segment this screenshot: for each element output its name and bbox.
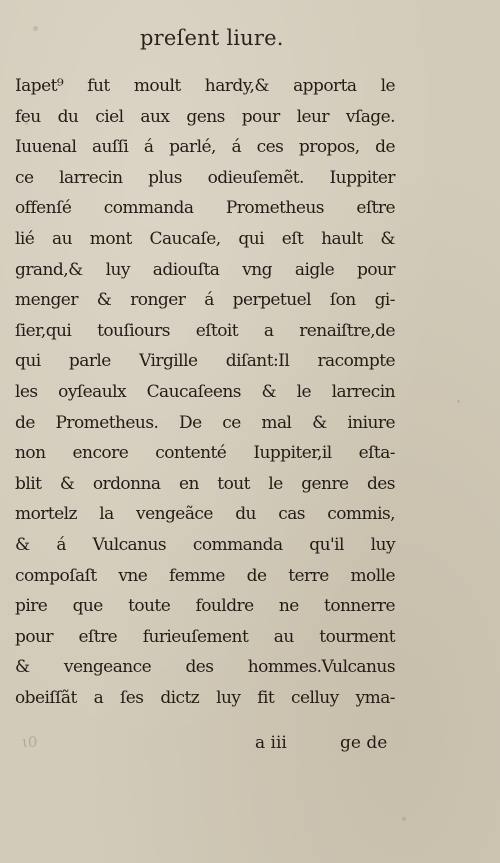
- text-line: Iuuenal auſſi á parlé, á ces propos, de: [15, 137, 395, 158]
- body-text: [15, 71, 395, 713]
- faded-mark: ι0: [22, 733, 38, 751]
- running-head: preſent liure.: [140, 26, 284, 50]
- paper-spot: [402, 817, 406, 821]
- paper-spot: [33, 26, 38, 31]
- text-line: ſier,qui touſiours eſtoit a renaiſtre,de: [15, 320, 395, 341]
- paper-spot: [457, 400, 460, 403]
- text-line: offenſé commanda Prometheus eſtre: [15, 198, 395, 219]
- text-line: feu du ciel aux gens pour leur vſage.: [15, 106, 395, 127]
- catchword: ge de: [340, 733, 388, 753]
- text-line: pour eſtre furieuſement au tourment: [15, 626, 395, 647]
- text-line: compoſaſt vne femme de terre molle: [15, 565, 395, 586]
- text-line: les oyſeaulx Caucaſeens & le larrecin: [15, 381, 395, 402]
- text-line: mortelz la vengeãce du cas commis,: [15, 504, 395, 525]
- text-line: grand,& luy adiouſta vng aigle pour: [15, 259, 395, 280]
- text-line: menger & ronger á perpetuel ſon gi-: [15, 290, 395, 311]
- text-line: & vengeance des hommes.Vulcanus: [15, 657, 395, 678]
- signature-mark: a iii: [255, 733, 287, 753]
- text-line: Iapet⁹ fut moult hardy,& apporta le: [15, 76, 395, 96]
- text-line: obeiſſãt a ſes dictz luy fit celluy yma-: [15, 687, 395, 708]
- text-line: blit & ordonna en tout le genre des: [15, 473, 395, 494]
- text-line: & á Vulcanus commanda qu'il luy: [15, 534, 395, 555]
- text-line: pire que toute fouldre ne tonnerre: [15, 596, 395, 617]
- text-line: ce larrecin plus odieuſemẽt. Iuppiter: [15, 167, 395, 188]
- text-line: non encore contenté Iuppiter,il eſta-: [15, 443, 395, 464]
- text-line: de Prometheus. De ce mal & iniure: [15, 412, 395, 433]
- text-line: lié au mont Caucaſe, qui eſt hault &: [15, 228, 395, 249]
- text-line: qui parle Virgille diſant:Il racompte: [15, 351, 395, 372]
